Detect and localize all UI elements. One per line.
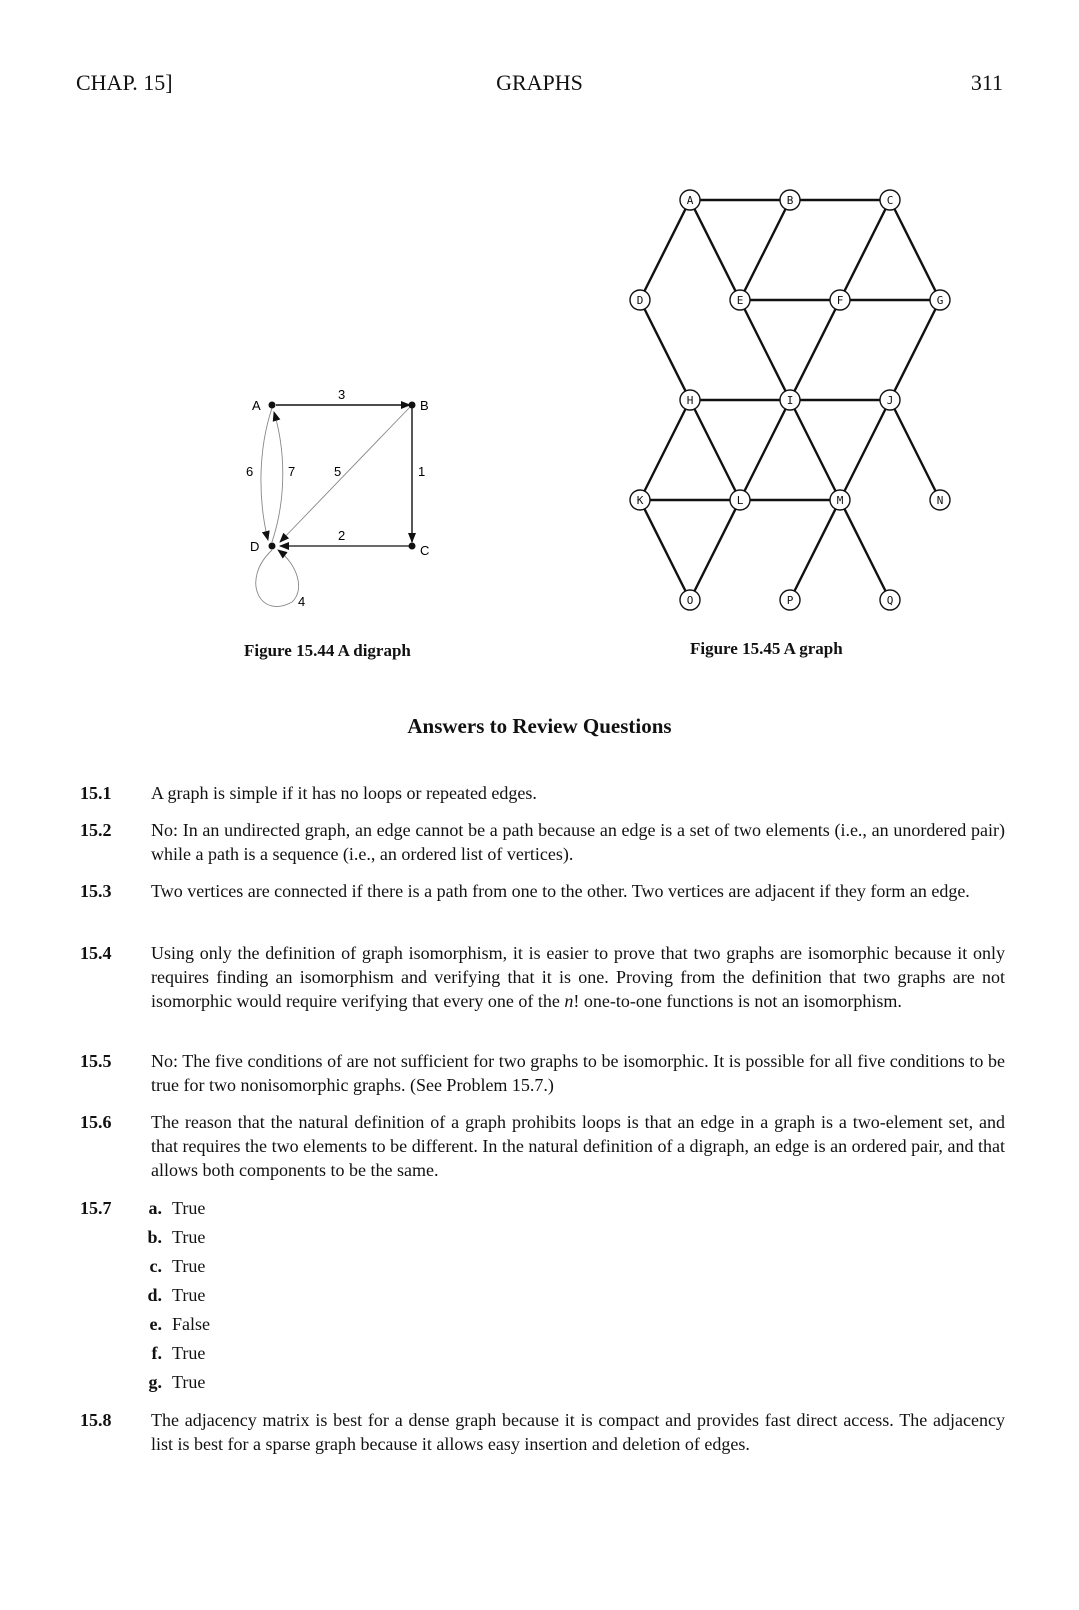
edge-m-p [790,500,840,600]
answer-number: 15.3 [80,881,112,901]
answer-text-part: Using only the definition of graph isomorphism, it is easier to prove that two graphs are isomorphic because it only requires finding an isomorphism and verifying that it is one. Proving from the definition that two graphs are not isomorphic would require verifying that every one of the [151,943,1005,1011]
edge-label-6: 6 [246,464,254,479]
answer-text: No: In an undirected graph, an edge cannot be a path because an edge is a set of two elements (i.e., an unordered pair) while a path is a sequence (i.e., an ordered list of vertices). [151,820,1005,864]
vertex-b [409,402,416,409]
edge-e-i [740,300,790,400]
figure-15-45-graph [620,180,960,620]
edge-a-d [640,200,690,300]
vertex-d [269,543,276,550]
edge-m-q [840,500,890,600]
edge-label-2: 2 [338,528,346,543]
edge-i-m [790,400,840,500]
edge-h-k [640,400,690,500]
variable-n: n [564,991,574,1011]
answer-number: 15.8 [80,1410,112,1430]
vertex-label-d: D [636,294,644,307]
item-value: False [172,1314,210,1334]
vertex-label-a: A [686,194,694,207]
figure-15-44-digraph [230,380,460,620]
answer-number: 15.1 [80,783,112,803]
item-letter: d. [147,1285,162,1305]
answer-text: No: The five conditions of are not sufficient for two graphs to be isomorphic. It is possible for all five conditions to be true for two nonisomorphic graphs. (See Problem 15.7.) [151,1051,1005,1095]
vertex-label-l: L [736,494,744,507]
answer-number: 15.5 [80,1051,112,1071]
list-item [140,1283,205,1307]
edge-d-h [640,300,690,400]
edge-j-m [840,400,890,500]
edge-h-l [690,400,740,500]
vertex-label-g: G [936,294,944,307]
edge-j-n [890,400,940,500]
answer-text [151,941,1005,1013]
vertex-label-q: Q [886,594,894,607]
item-value: True [172,1227,206,1247]
answer-text: The reason that the natural definition of a graph prohibits loops is that an edge in a graph is a two-element set, and that requires the two elements to be different. In the natural definition of a digraph, an edge is an ordered pair, and that allows both components to be the same. [151,1112,1005,1180]
edge-k-o [640,500,690,600]
edge-i-l [740,400,790,500]
vertex-label-n: N [936,494,944,507]
item-letter: c. [149,1256,162,1276]
vertex-label-h: H [686,394,694,407]
item-letter: f. [151,1343,162,1363]
answer-text: A graph is simple if it has no loops or repeated edges. [151,783,537,803]
page-number: 311 [970,70,1003,95]
vertex-label-b: B [786,194,794,207]
answer-text: Two vertices are connected if there is a path from one to the other. Two vertices are adjacent if they form an edge. [151,881,970,901]
item-value: True [172,1256,206,1276]
answer-number: 15.6 [80,1112,112,1132]
vertex-label-f: F [836,294,844,307]
item-value: True [172,1198,206,1218]
vertex-c [409,543,416,550]
edge-f-i [790,300,840,400]
edge-c-f [840,200,890,300]
figure-15-44-caption: Figure 15.44 A digraph [244,641,411,660]
vertex-label-b: B [420,398,429,413]
edge-b-e [740,200,790,300]
section-title: Answers to Review Questions [407,714,672,738]
edge-a-e [690,200,740,300]
edge-label-3: 3 [338,387,346,402]
list-item [140,1254,205,1278]
figure-15-45-caption: Figure 15.45 A graph [690,639,843,658]
vertex-a [269,402,276,409]
chapter-label: CHAP. 15] [76,70,173,95]
running-title: GRAPHS [496,70,583,95]
answer-number: 15.7 [80,1198,112,1218]
edge-label-1: 1 [418,464,426,479]
vertex-label-m: M [836,494,844,507]
edge-g-j [890,300,940,400]
list-item [140,1312,210,1336]
answer-number: 15.4 [80,943,112,963]
vertex-label-k: K [636,494,644,507]
item-letter: e. [149,1314,162,1334]
edge-label-5: 5 [334,464,342,479]
vertex-label-j: J [886,394,894,407]
list-item [140,1370,205,1394]
edge-4-loop [256,550,299,606]
item-letter: a. [148,1198,162,1218]
item-letter: b. [147,1227,162,1247]
list-item [140,1196,205,1220]
answer-text-part: ! one-to-one functions is not an isomorphism. [573,991,902,1011]
vertex-label-a: A [252,398,261,413]
answer-number: 15.2 [80,820,112,840]
vertex-label-e: E [736,294,744,307]
edge-7 [272,412,283,542]
vertex-label-c: C [886,194,894,207]
list-item [140,1225,205,1249]
item-value: True [172,1285,206,1305]
list-item [140,1341,205,1365]
vertex-label-i: I [786,394,794,407]
edge-6 [261,408,272,540]
edge-label-7: 7 [288,464,296,479]
vertex-label-c: C [420,543,430,558]
edge-l-o [690,500,740,600]
vertex-label-d: D [250,539,260,554]
vertex-label-p: P [786,594,794,607]
item-value: True [172,1343,206,1363]
answer-text: The adjacency matrix is best for a dense graph because it is compact and provides fast direct access. The adjacency list is best for a sparse graph because it allows easy insertion and deletion of edges. [151,1410,1005,1454]
page-header [0,70,1079,100]
edge-label-4: 4 [298,594,306,609]
item-value: True [172,1372,206,1392]
item-letter: g. [148,1372,162,1392]
vertex-label-o: O [686,594,694,607]
edge-5 [280,407,410,542]
edge-c-g [890,200,940,300]
